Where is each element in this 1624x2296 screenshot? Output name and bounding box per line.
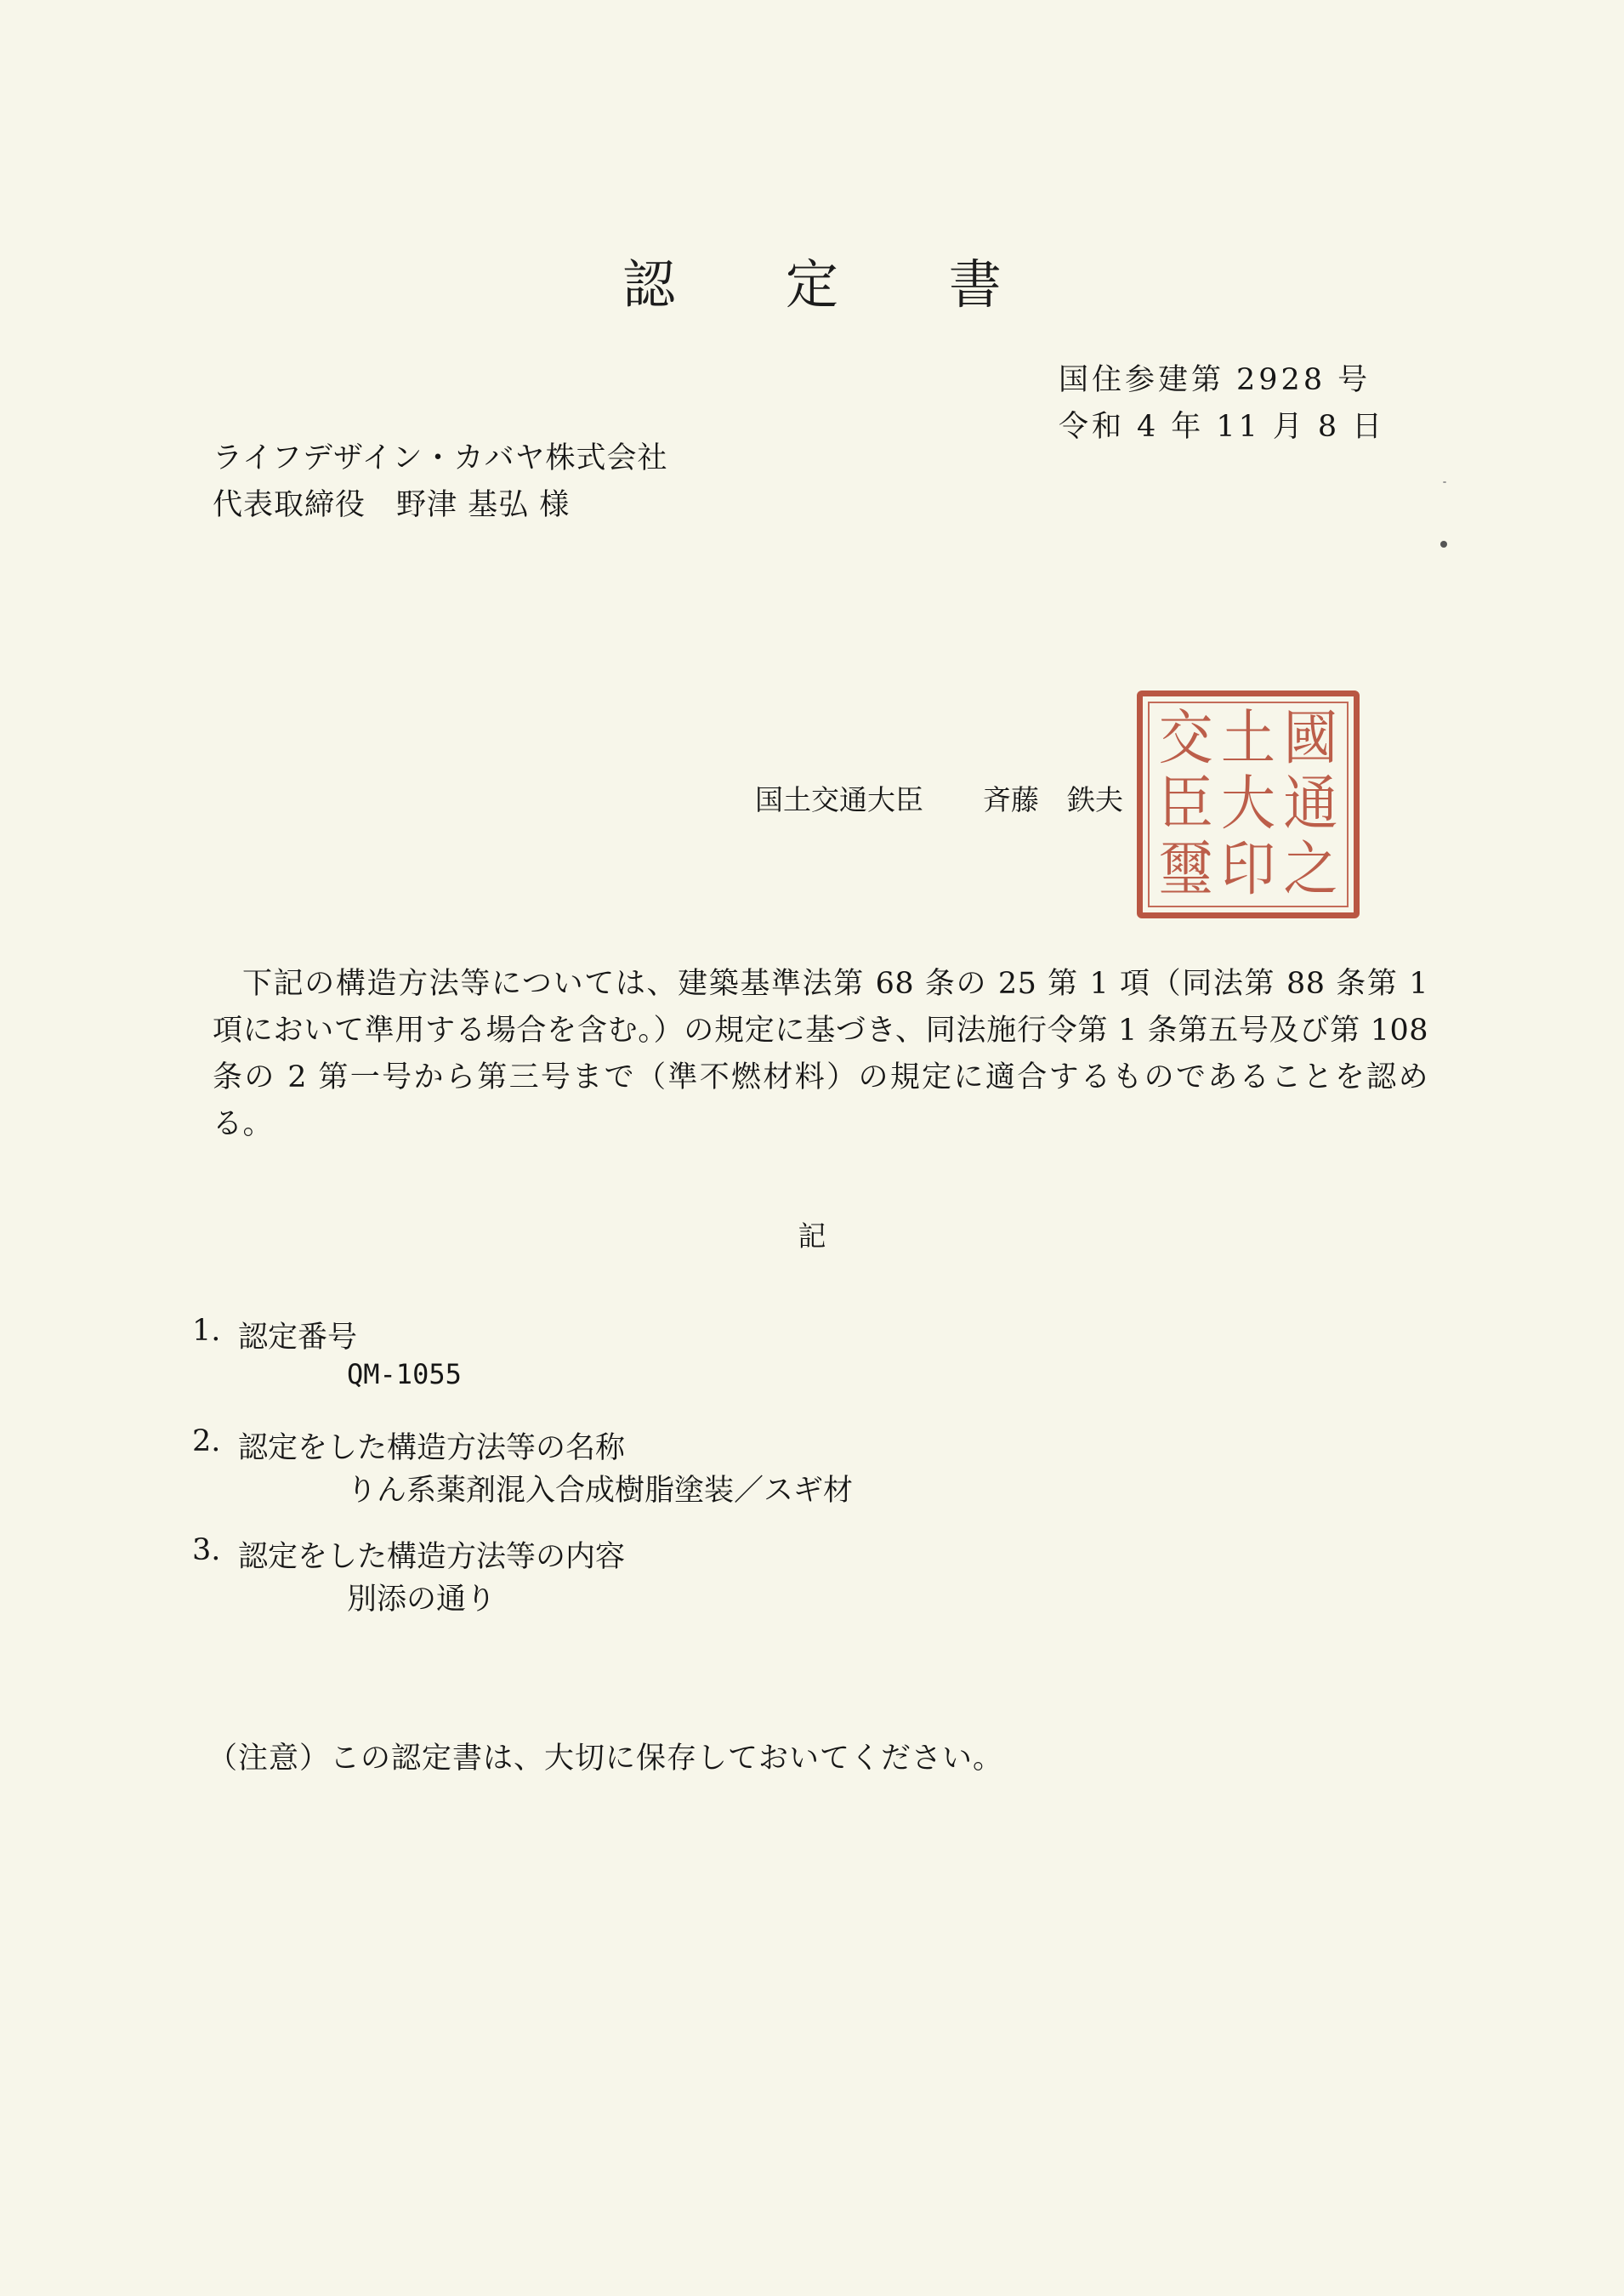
recipient-representative: 代表取締役 野津 基弘 様 — [213, 488, 571, 522]
item-label: 認定をした構造方法等の名称 — [238, 1431, 626, 1465]
date-year-unit: 年 — [1171, 410, 1205, 444]
seal-char: 交 — [1158, 705, 1213, 774]
item-number: 1. — [192, 1314, 221, 1348]
document-number-suffix: 号 — [1337, 363, 1371, 397]
date-month: 11 — [1216, 410, 1261, 444]
recipient-company: ライフデザイン・カバヤ株式会社 — [213, 441, 668, 475]
ki-heading: 記 — [798, 1219, 826, 1253]
item-label: 認定番号 — [238, 1321, 358, 1355]
paper-speck — [1443, 481, 1446, 483]
issuer-name: 斉藤 鉄夫 — [983, 783, 1123, 816]
date-year: 4 — [1137, 410, 1160, 444]
date-day: 8 — [1317, 410, 1341, 444]
item-value: 別添の通り — [347, 1583, 497, 1617]
recipient-block — [213, 435, 667, 529]
seal-characters — [1155, 707, 1342, 902]
date-era: 令和 — [1059, 410, 1126, 444]
issuer-position: 国土交通大臣 — [755, 783, 923, 816]
document-number-line — [1059, 357, 1385, 404]
seal-char: 臣 — [1158, 770, 1213, 838]
official-seal-stamp — [1137, 691, 1360, 918]
issue-date-line — [1059, 404, 1385, 451]
document-number: 2928 — [1236, 363, 1326, 397]
seal-char: 璽 — [1158, 835, 1213, 904]
date-month-unit: 月 — [1272, 410, 1306, 444]
item-label: 認定をした構造方法等の内容 — [238, 1540, 626, 1574]
seal-char: 通 — [1283, 770, 1338, 838]
certification-statement: 下記の構造方法等については、建築基準法第 68 条の 25 第 1 項（同法第 88 条第 1 項において準用する場合を含む。）の規定に基づき、同法施行令第 1 条第五号及び第 108 条の 2 第一号から第三号まで（準不燃材料）の規定に適合するものであることを認める。 — [213, 967, 1428, 1141]
document-number-block — [1059, 357, 1385, 451]
document-title: 認 定 書 — [622, 253, 1048, 315]
item-number: 3. — [192, 1533, 221, 1567]
preservation-note: （注意）この認定書は、大切に保存しておいてください。 — [207, 1742, 1004, 1776]
seal-char: 之 — [1283, 835, 1338, 904]
issuer-line — [755, 778, 1123, 818]
paper-speck — [1440, 541, 1447, 548]
date-day-unit: 日 — [1352, 410, 1386, 444]
seal-char: 印 — [1221, 835, 1276, 904]
document-number-prefix: 国住参建第 — [1059, 363, 1225, 397]
item-value: りん系薬剤混入合成樹脂塗装／スギ材 — [347, 1474, 854, 1508]
item-value: QM-1055 — [347, 1358, 462, 1390]
seal-char: 土 — [1221, 705, 1276, 774]
seal-char: 大 — [1221, 770, 1276, 838]
seal-char: 國 — [1283, 705, 1338, 774]
item-number: 2. — [192, 1424, 221, 1458]
